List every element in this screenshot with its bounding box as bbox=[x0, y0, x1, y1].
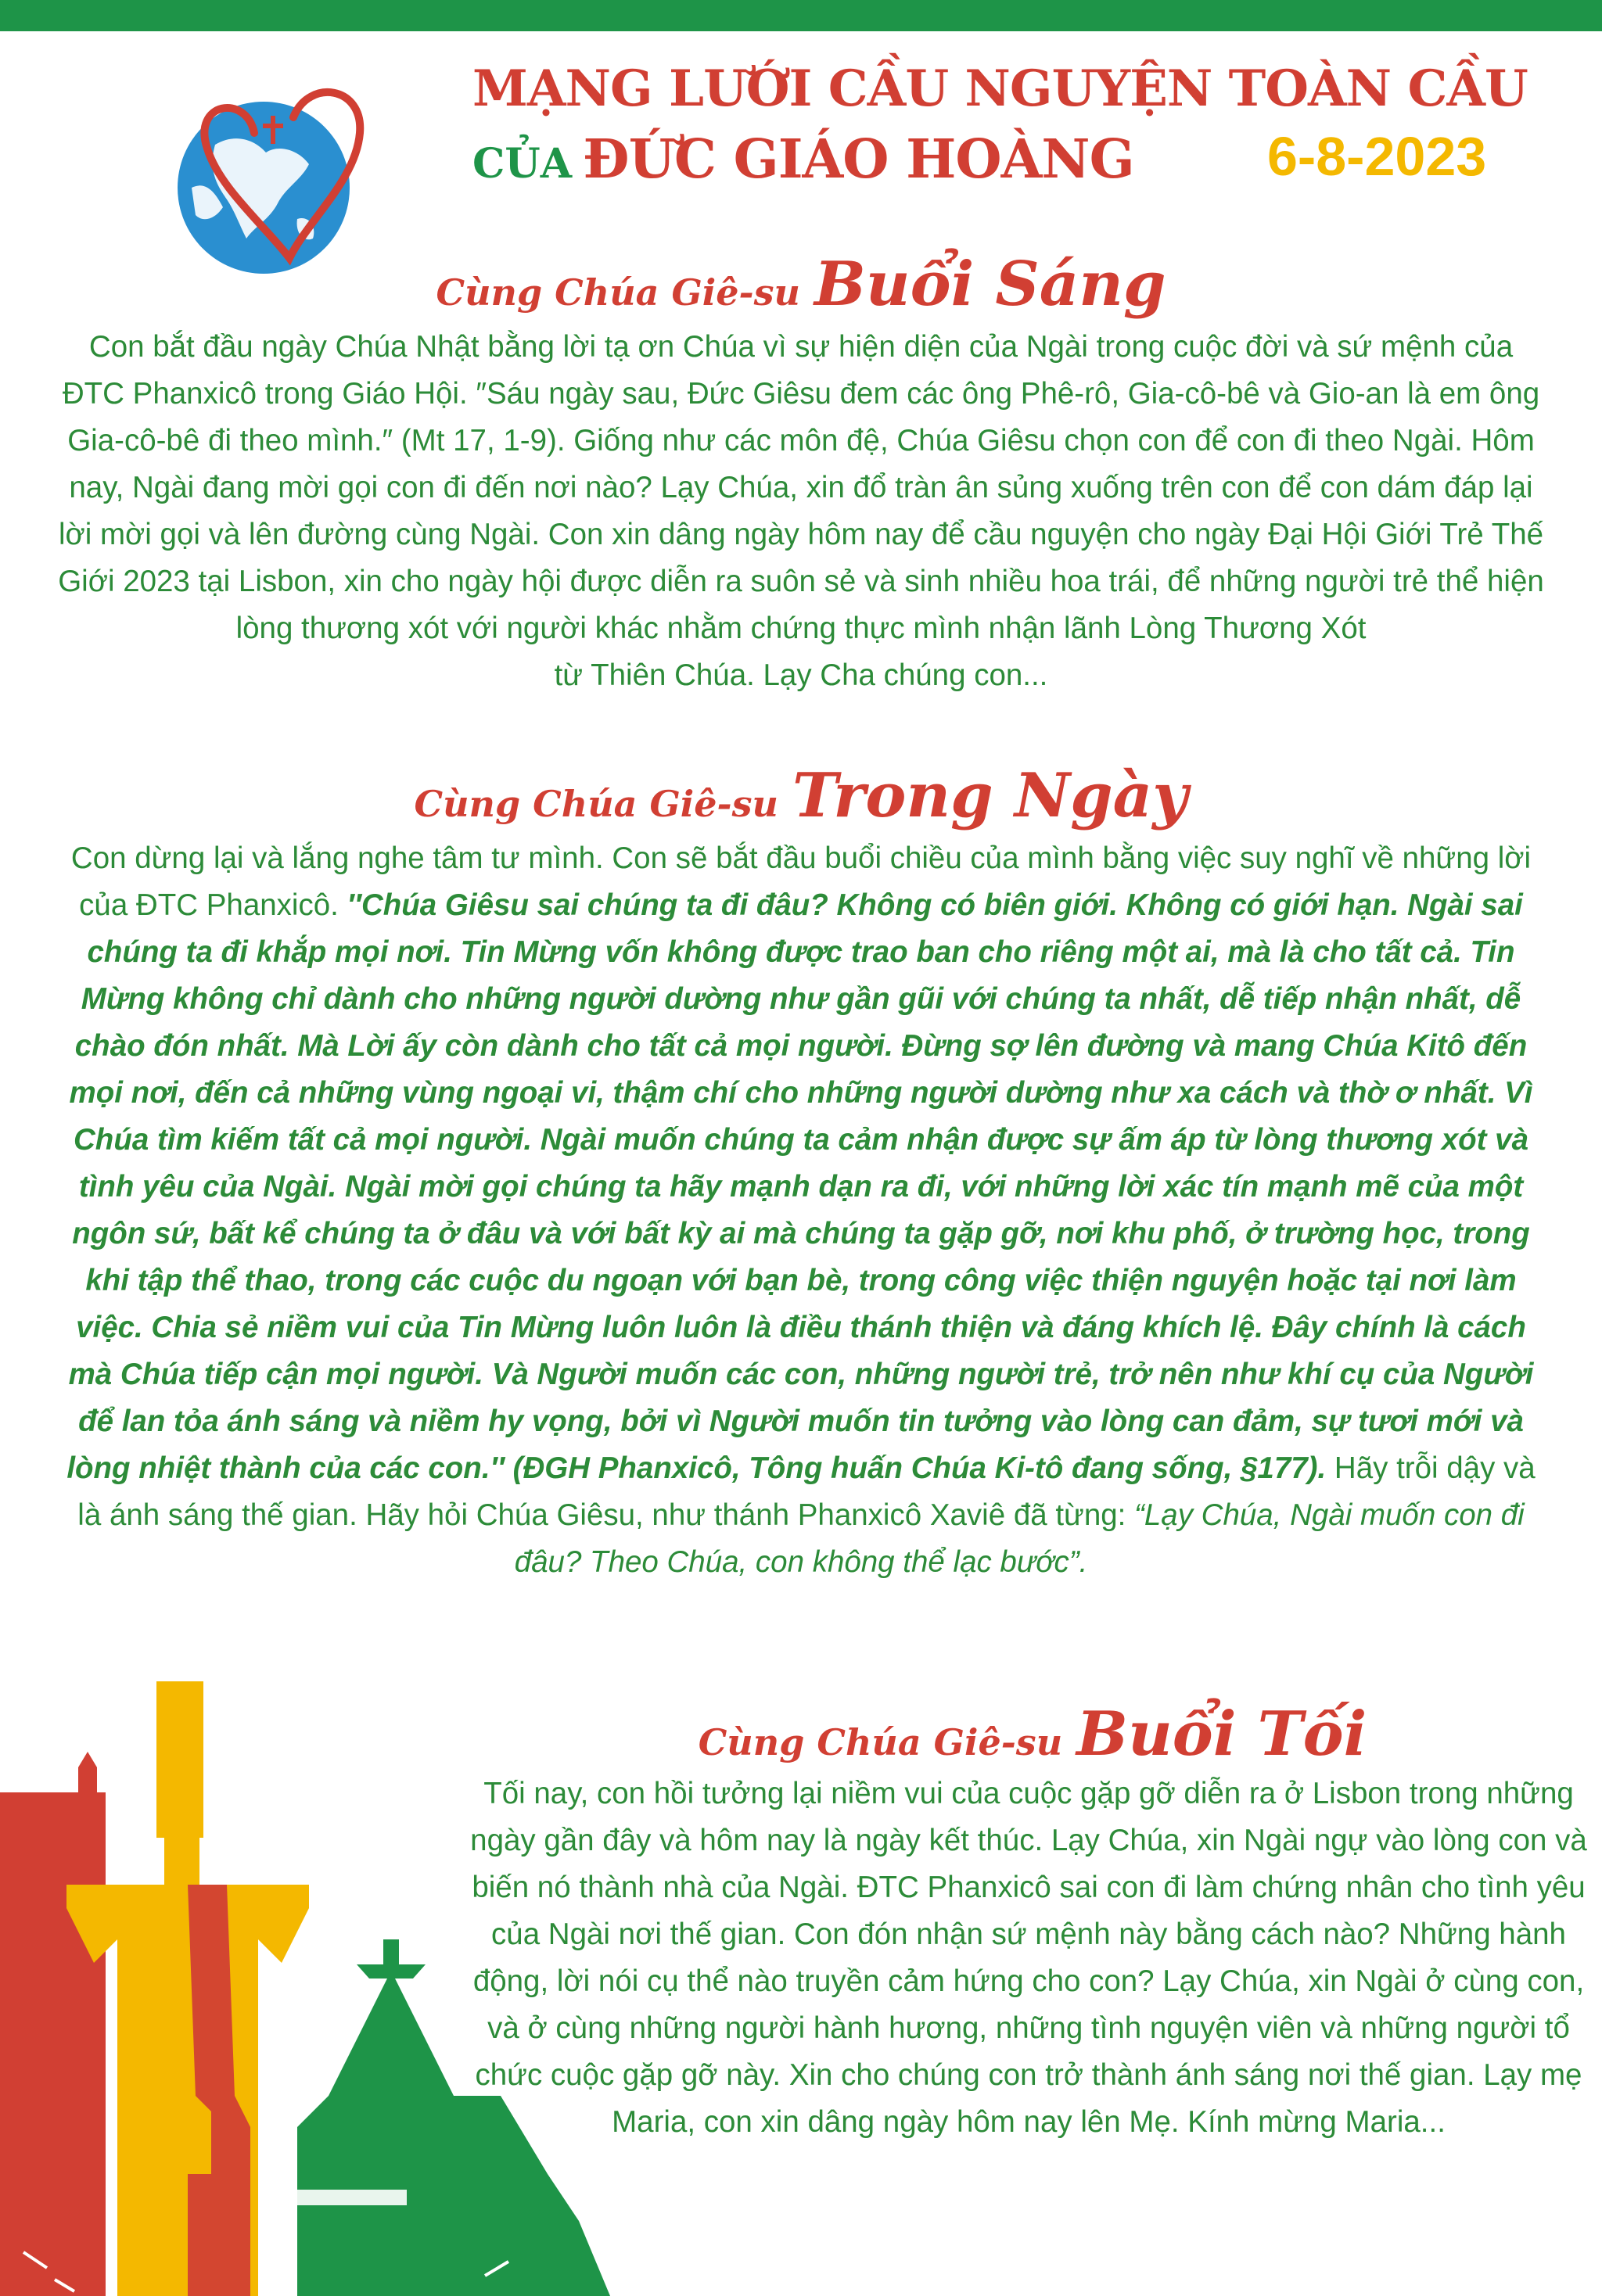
morning-heading bbox=[0, 249, 1602, 320]
morning-heading-main: Buổi Sáng bbox=[814, 249, 1166, 320]
title-line-2-main: ĐỨC GIÁO HOÀNG bbox=[583, 128, 1134, 191]
midday-heading-main: Trong Ngày bbox=[792, 760, 1188, 831]
title-line-2-prefix: CỦA bbox=[472, 140, 573, 188]
lisbon-skyline-illustration bbox=[0, 1627, 704, 2296]
midday-heading-prefix: Cùng Chúa Giê-su bbox=[414, 783, 778, 825]
morning-text bbox=[55, 324, 1547, 699]
evening-heading-prefix: Cùng Chúa Giê-su bbox=[698, 1721, 1063, 1763]
evening-paragraph: Tối nay, con hồi tưởng lại niềm vui của cuộc gặp gỡ diễn ra ở Lisbon trong những ngày gần đây và hôm nay là ngày kết thúc. Lạy Chúa, xin Ngài ngự vào lòng con và biến nó thành nhà của Ngài. ĐTC Phanxicô sai con đi làm chứng nhân cho tình yêu của Ngài nơi thế gian. Con đón nhận sứ mệnh này bằng cách nào? Những hành động, lời nói cụ thể nào truyền cảm hứng cho con? Lạy Chúa, xin Ngài ở cùng con, và ở cùng những người hành hương, những tình nguyện viên và những người tổ chức cuộc gặp gỡ này. Xin cho chúng con trở thành ánh sáng nơi thế gian. Lạy mẹ Maria, con xin dâng ngày hôm nay lên Mẹ. Kính mừng Maria... bbox=[470, 1777, 1587, 2139]
morning-paragraph-end: từ Thiên Chúa. Lạy Cha chúng con... bbox=[554, 658, 1048, 692]
date: 6-8-2023 bbox=[1267, 126, 1487, 187]
midday-after: Hãy trỗi dậy và là ánh sáng thế gian. Hãy hỏi Chúa Giêsu, như thánh Phanxicô Xaviê đã từng: bbox=[77, 1451, 1536, 1532]
midday-heading bbox=[0, 760, 1602, 831]
morning-paragraph: Con bắt đầu ngày Chúa Nhật bằng lời tạ ơn Chúa vì sự hiện diện của Ngài trong cuộc đời và sứ mệnh của ĐTC Phanxicô trong Giáo Hội. ″Sáu ngày sau, Đức Giêsu đem các ông Phê-rô, Gia-cô-bê và Gio-an là em ông Gia-cô-bê đi theo mình.″ (Mt 17, 1-9). Giống như các môn đệ, Chúa Giêsu chọn con để con đi theo Ngài. Hôm nay, Ngài đang mời gọi con đi đến nơi nào? Lạy Chúa, xin đổ tràn ân sủng xuống trên con để con dám đáp lại lời mời gọi và lên đường cùng Ngài. Con xin dâng ngày hôm nay để cầu nguyện cho ngày Đại Hội Giới Trẻ Thế Giới 2023 tại Lisbon, xin cho ngày hội được diễn ra suôn sẻ và sinh nhiều hoa trái, để những người trẻ thể hiện lòng thương xót với người khác nhằm chứng thực mình nhận lãnh Lòng Thương Xót bbox=[58, 330, 1544, 645]
title-line-2 bbox=[472, 128, 1255, 191]
midday-quote: ″Chúa Giêsu sai chúng ta đi đâu? Không có biên giới. Không có giới hạn. Ngài sai chúng ta đi khắp mọi nơi. Tin Mừng vốn không được trao ban cho riêng một ai, mà là cho tất cả. Tin Mừng không chỉ dành cho những người dường như gần gũi với chúng ta nhất, dễ tiếp nhận nhất, dễ chào đón nhất. Mà Lời ấy còn dành cho tất cả mọi người. Đừng sợ lên đường và mang Chúa Kitô đến mọi nơi, đến cả những vùng ngoại vi, thậm chí cho những người dường như xa cách và thờ ơ nhất. Vì Chúa tìm kiếm tất cả mọi người. Ngài muốn chúng ta cảm nhận được sự ấm áp từ lòng thương xót và tình yêu của Ngài. Ngài mời gọi chúng ta hãy mạnh dạn ra đi, với những lời xác tín mạnh mẽ của một ngôn sứ, bất kể chúng ta ở đâu và với bất kỳ ai mà chúng ta gặp gỡ, nơi khu phố, ở trường học, trong khi tập thể thao, trong các cuộc du ngoạn với bạn bè, trong công việc thiện nguyện hoặc tại nơi làm việc. Chia sẻ niềm vui của Tin Mừng luôn luôn là điều thánh thiện và đáng khích lệ. Đây chính là cách mà Chúa tiếp cận mọi người. Và Người muốn các con, những người trẻ, trở nên như khí cụ của Người để lan tỏa ánh sáng và niềm hy vọng, bởi vì Người muốn tin tưởng vào lòng can đảm, sự tươi mới và lòng nhiệt thành của các con.″ (ĐGH Phanxicô, Tông huấn Chúa Ki-tô đang sống, §177). bbox=[66, 888, 1534, 1485]
midday-text bbox=[63, 835, 1539, 1586]
midday-closing-quote: “Lạy Chúa, Ngài muốn con đi đâu? Theo Chúa, con không thể lạc bước”. bbox=[514, 1498, 1525, 1579]
title-line-1: MẠNG LƯỚI CẦU NGUYỆN TOÀN CẦU bbox=[472, 59, 1528, 118]
midday-intro: Con dừng lại và lắng nghe tâm tư mình. Con sẽ bắt đầu buổi chiều của mình bằng việc suy nghĩ về những lời của ĐTC Phanxicô. bbox=[70, 841, 1532, 922]
morning-heading-prefix: Cùng Chúa Giê-su bbox=[436, 271, 800, 314]
evening-heading-main: Buổi Tối bbox=[1076, 1699, 1367, 1770]
top-green-bar bbox=[0, 0, 1602, 31]
